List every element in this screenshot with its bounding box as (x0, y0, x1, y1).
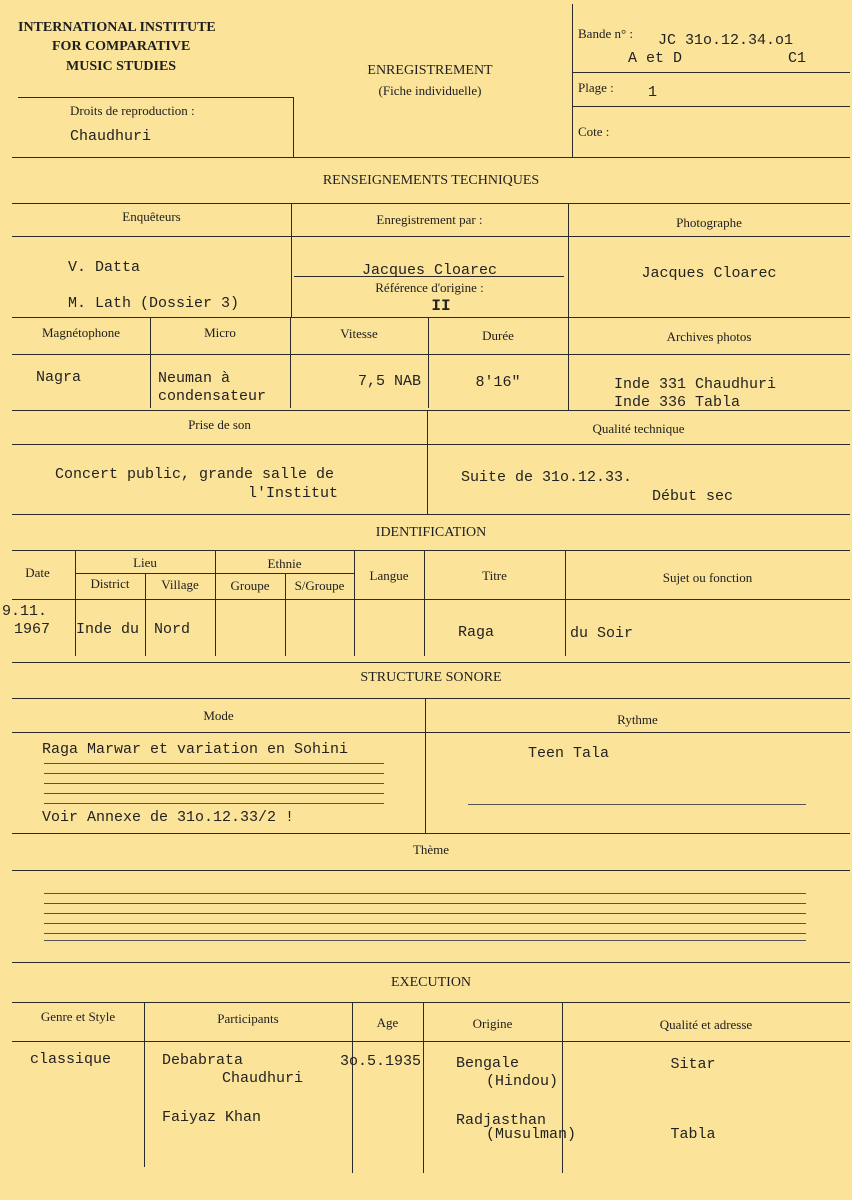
enqueteur-2: M. Lath (Dossier 3) (68, 295, 240, 312)
bande-value: JC 31o.12.34.o1 (658, 32, 794, 49)
archives-value-2: Inde 336 Tabla (614, 394, 741, 411)
ruled-line (44, 793, 384, 794)
age-label: Age (376, 1015, 399, 1030)
origine-label: Origine (472, 1016, 513, 1031)
table-rule (12, 354, 850, 355)
institute-line-2: FOR COMPARATIVE (52, 39, 191, 54)
bande-label: Bande n° : (578, 26, 634, 41)
participant-qualite: Sitar (670, 1056, 716, 1073)
table-rule (12, 317, 850, 318)
table-divider (565, 550, 566, 656)
rights-label: Droits de reproduction : (70, 103, 195, 118)
titre-value: Raga (458, 624, 495, 641)
theme-label: Thème (412, 842, 450, 857)
table-rule (12, 1041, 850, 1042)
reference-label: Référence d'origine : (375, 280, 484, 295)
mode-label: Mode (203, 708, 234, 723)
form-subtitle: (Fiche individuelle) (378, 83, 482, 98)
section-rule (12, 514, 850, 515)
village-value: Nord (154, 621, 191, 638)
groupe-label: Groupe (230, 578, 270, 593)
langue-label: Langue (369, 568, 409, 583)
form-title: ENREGISTREMENT (367, 63, 493, 78)
duree-value: 8'16" (475, 374, 521, 391)
micro-value-1: Neuman à (158, 370, 231, 387)
reference-value: II (431, 297, 451, 315)
bande-sides: A et D (628, 50, 683, 67)
mode-note: Voir Annexe de 31o.12.33/2 ! (42, 809, 295, 826)
participant-name: Chaudhuri (222, 1070, 304, 1087)
participant-qualite: Tabla (670, 1126, 716, 1143)
section-rule (12, 962, 850, 963)
participant-name: Faiyaz Khan (162, 1109, 262, 1126)
header-rule (18, 97, 294, 98)
participant-origine: (Musulman) (486, 1126, 577, 1143)
participants-label: Participants (217, 1011, 279, 1026)
plage-label: Plage : (578, 80, 614, 95)
district-value: Inde du (76, 621, 140, 638)
vitesse-value: 7,5 NAB (357, 373, 421, 390)
lieu-label: Lieu (133, 555, 157, 570)
section-rule (12, 1002, 850, 1003)
cote-label: Cote : (578, 124, 610, 139)
sujet-value: du Soir (570, 625, 634, 642)
archives-label: Archives photos (666, 329, 752, 344)
section-rule (12, 698, 850, 699)
participant-age: 3o.5.1935 (340, 1053, 422, 1070)
participant-origine: Radjasthan (456, 1112, 547, 1129)
table-divider (354, 550, 355, 656)
genre-value: classique (30, 1051, 112, 1068)
qualite-adresse-label: Qualité et adresse (659, 1017, 753, 1032)
header-rule (572, 72, 850, 73)
ethnie-label: Ethnie (267, 556, 302, 571)
enregistrement-value: Jacques Cloarec (361, 262, 498, 279)
section-rule (12, 833, 850, 834)
prise-label: Prise de son (188, 417, 251, 432)
table-rule (12, 599, 850, 600)
institute-line-1: INTERNATIONAL INSTITUTE (18, 20, 216, 35)
photographe-value: Jacques Cloarec (641, 265, 777, 282)
genre-label: Genre et Style (40, 1009, 116, 1024)
qualite-technique-label: Qualité technique (592, 421, 685, 436)
archives-value-1: Inde 331 Chaudhuri (614, 376, 777, 393)
section-title-technique: RENSEIGNEMENTS TECHNIQUES (322, 173, 540, 188)
section-title-identification: IDENTIFICATION (375, 525, 487, 540)
header-divider (293, 97, 294, 157)
header-divider (572, 4, 573, 157)
magneto-value: Nagra (36, 369, 82, 386)
ruled-line (468, 804, 806, 805)
duree-label: Durée (482, 328, 514, 343)
plage-value: 1 (648, 84, 658, 101)
ruled-line (44, 763, 384, 764)
table-divider (144, 1002, 145, 1167)
date-value-1: 9.11. (2, 603, 48, 620)
qualite-technique-value-1: Suite de 31o.12.33. (461, 469, 633, 486)
ruled-line (44, 940, 806, 941)
table-rule (12, 236, 850, 237)
section-rule (12, 662, 850, 663)
ruled-line (44, 903, 806, 904)
rights-value: Chaudhuri (70, 128, 152, 145)
ruled-line (44, 803, 384, 804)
photographe-label: Photographe (676, 215, 742, 230)
participant-origine: (Hindou) (486, 1073, 559, 1090)
rythme-label: Rythme (617, 712, 658, 727)
table-divider (424, 550, 425, 656)
titre-label: Titre (482, 568, 507, 583)
ruled-line (44, 923, 806, 924)
mode-value: Raga Marwar et variation en Sohini (42, 741, 349, 758)
enqueteur-1: V. Datta (68, 259, 141, 276)
vitesse-label: Vitesse (340, 326, 378, 341)
magneto-label: Magnétophone (42, 325, 120, 340)
ruled-line (44, 783, 384, 784)
ruled-line (44, 913, 806, 914)
bande-code: C1 (788, 50, 807, 67)
micro-label: Micro (204, 325, 236, 340)
table-rule (12, 870, 850, 871)
sgroupe-label: S/Groupe (294, 578, 345, 593)
ruled-line (44, 773, 384, 774)
prise-value-2: l'Institut (248, 485, 339, 502)
micro-value-2: condensateur (158, 388, 267, 405)
header-rule (572, 106, 850, 107)
participant-name: Debabrata (162, 1052, 244, 1069)
date-label: Date (25, 565, 50, 580)
table-rule (12, 444, 850, 445)
district-label: District (90, 576, 130, 591)
enqueteurs-label: Enquêteurs (122, 209, 181, 224)
rythme-value: Teen Tala (528, 745, 610, 762)
sujet-label: Sujet ou fonction (662, 570, 753, 585)
section-title-structure: STRUCTURE SONORE (360, 670, 502, 685)
enregistrement-label: Enregistrement par : (376, 212, 483, 227)
village-label: Village (161, 577, 199, 592)
section-rule (12, 550, 850, 551)
prise-value-1: Concert public, grande salle de (55, 466, 335, 483)
ruled-line (44, 893, 806, 894)
ruled-line (44, 933, 806, 934)
section-rule (12, 203, 850, 204)
section-rule (12, 157, 850, 158)
date-value-2: 1967 (14, 621, 51, 638)
qualite-technique-value-2: Début sec (652, 488, 734, 505)
institute-line-3: MUSIC STUDIES (66, 59, 177, 74)
table-rule (12, 732, 850, 733)
participant-origine: Bengale (456, 1055, 520, 1072)
section-title-execution: EXECUTION (390, 975, 472, 990)
